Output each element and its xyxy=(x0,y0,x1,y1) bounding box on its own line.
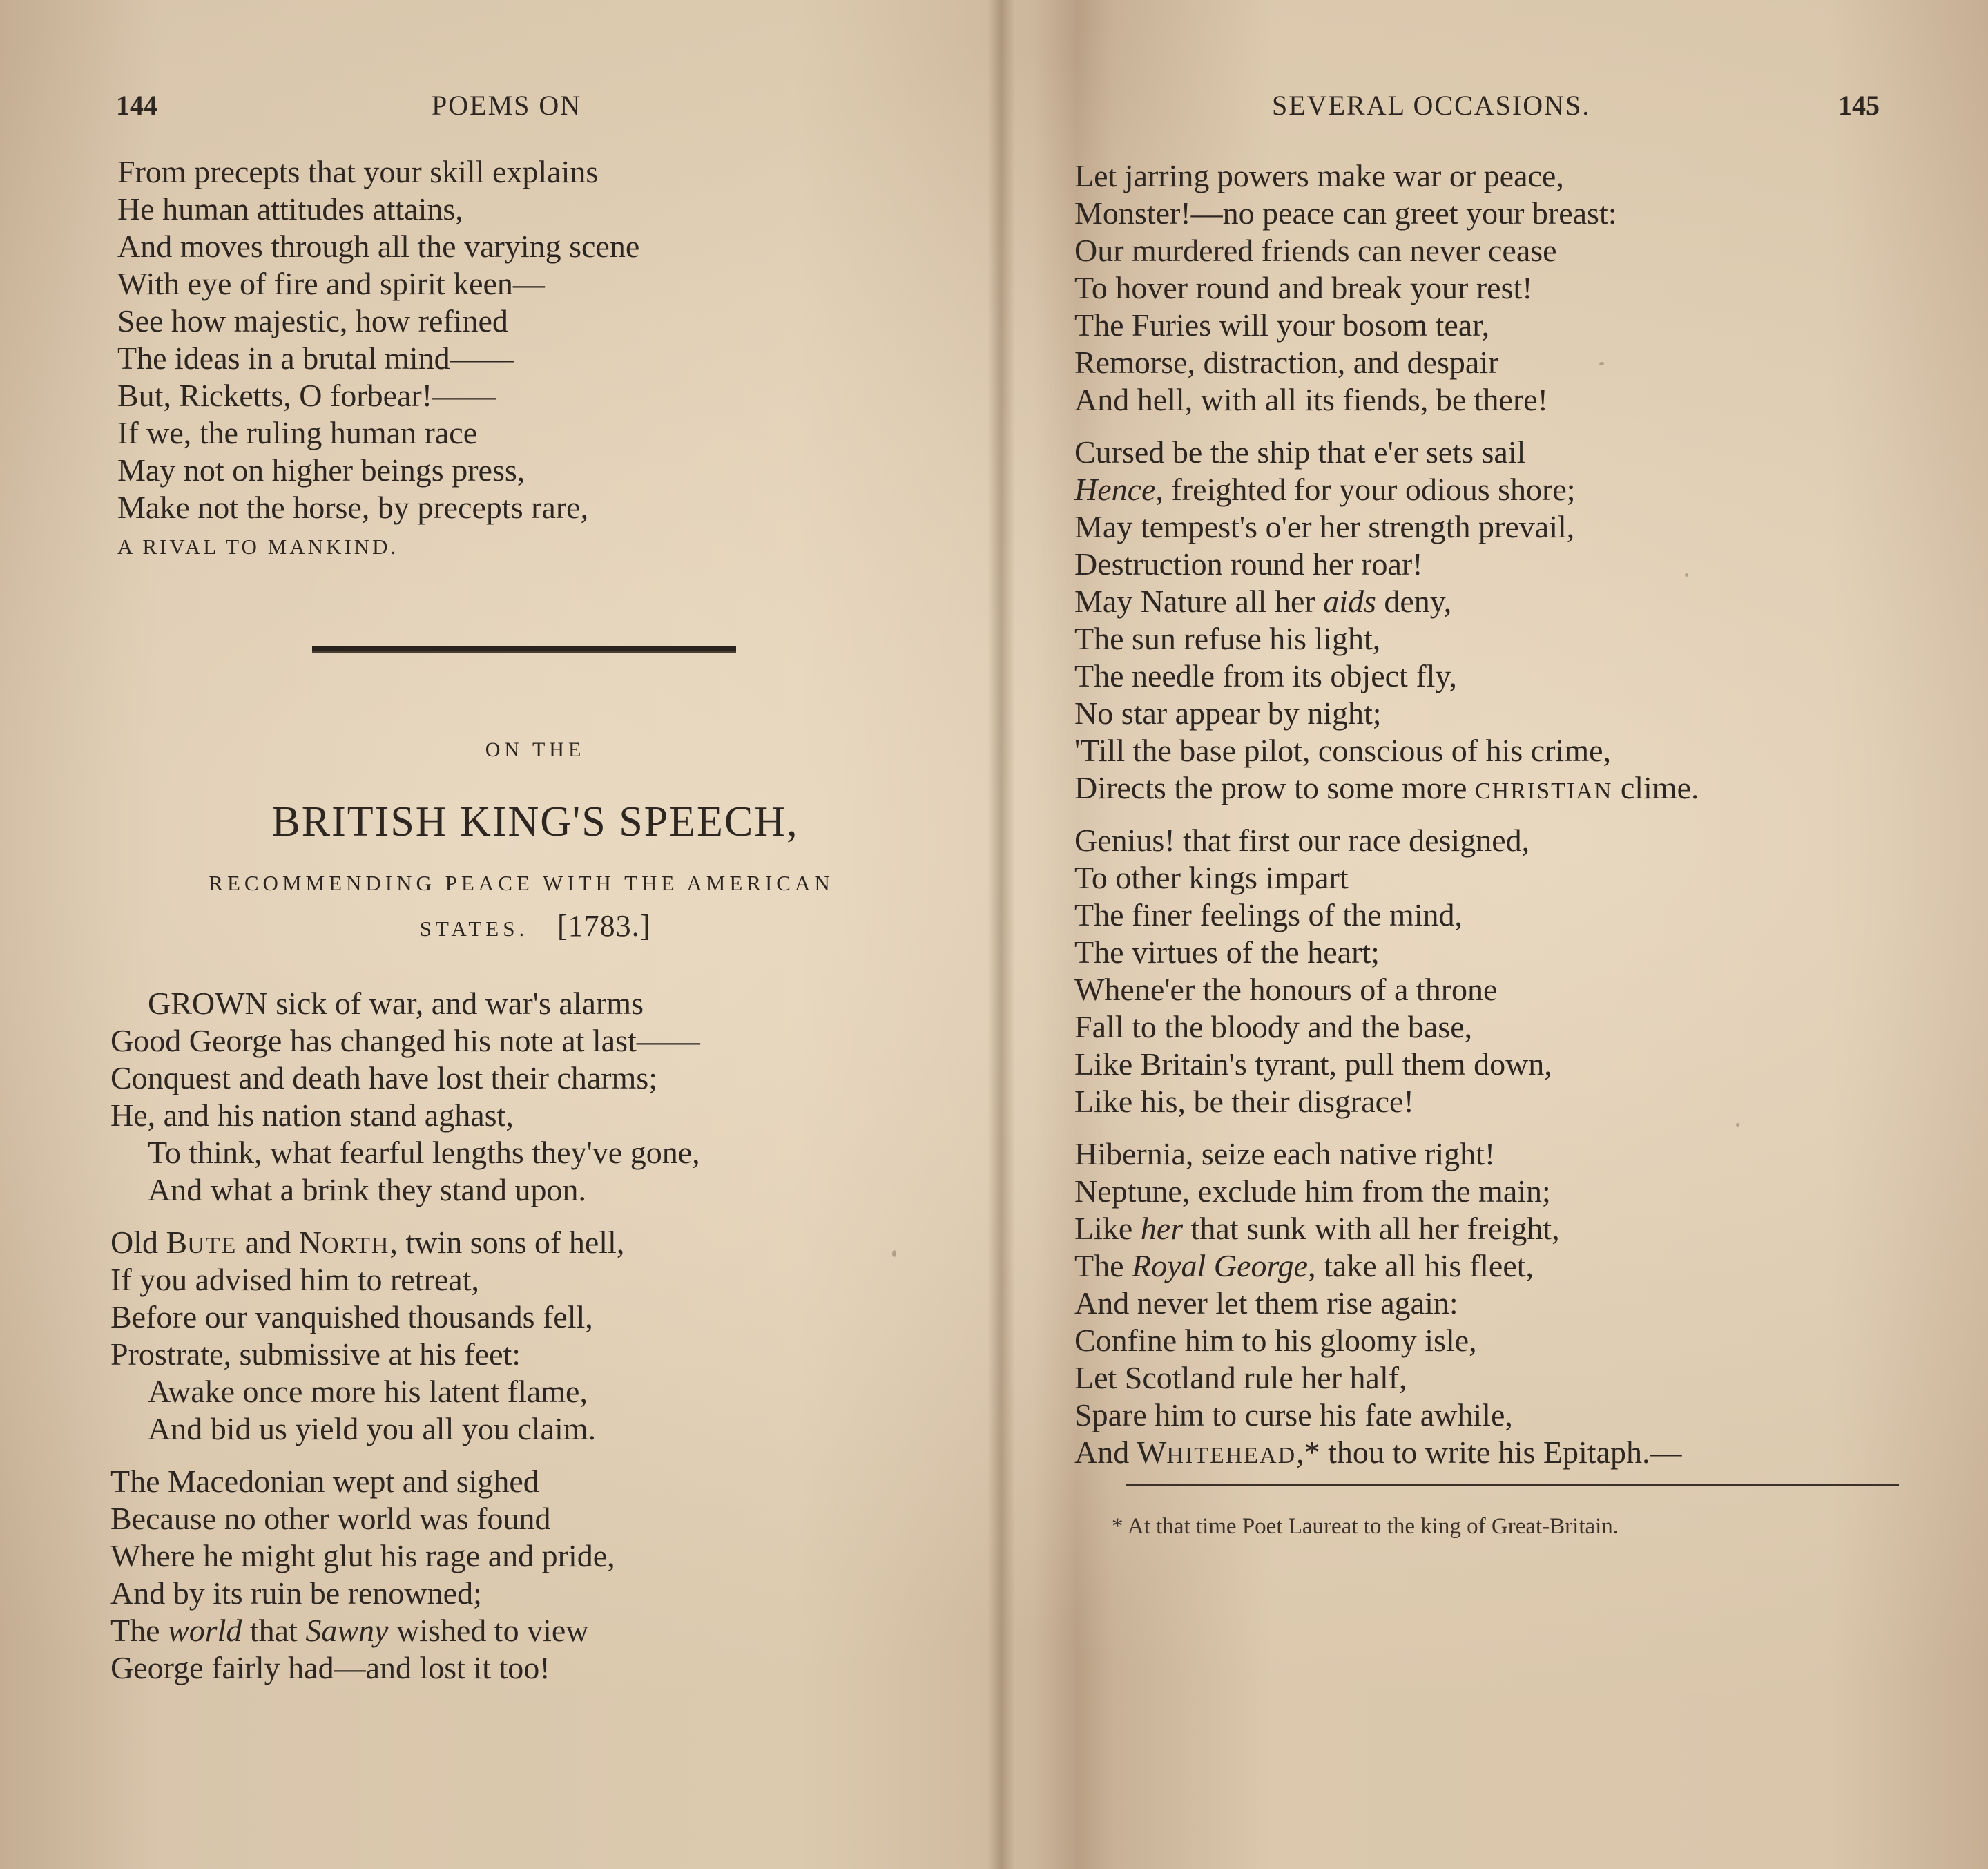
paper-speck xyxy=(1736,1123,1739,1127)
verse-line: With eye of fire and spirit keen— xyxy=(117,266,545,301)
verse-line: Fall to the bloody and the base, xyxy=(1074,1009,1473,1044)
text-run: And xyxy=(1074,1435,1137,1470)
name-whitehead-smallcaps: HITEHEAD xyxy=(1166,1443,1297,1468)
poem-subtitle-states: STATES. xyxy=(419,917,529,941)
paper-speck xyxy=(1599,362,1604,365)
page-number-right: 145 xyxy=(1838,90,1880,121)
verse-line: And never let them rise again: xyxy=(1074,1285,1458,1321)
verse-line: Monster!—no peace can greet your breast: xyxy=(1074,195,1617,231)
text-run: wished to view xyxy=(388,1613,589,1648)
text-run: Old xyxy=(110,1225,166,1260)
verse-line: Awake once more his latent flame, xyxy=(148,1374,588,1409)
text-run: ,* thou to write his Epitaph.— xyxy=(1296,1435,1682,1470)
poem-subtitle-line2 xyxy=(148,905,894,950)
text-run: Directs the prow to some more xyxy=(1074,770,1475,805)
verse-line: He, and his nation stand aghast, xyxy=(110,1098,514,1133)
name-north-smallcaps: ORTH xyxy=(321,1233,390,1258)
verse-line: Because no other world was found xyxy=(110,1501,551,1536)
verse-line: He human attitudes attains, xyxy=(117,191,463,227)
verse-line: The sun refuse his light, xyxy=(1074,621,1381,656)
text-run: Like xyxy=(1074,1211,1141,1246)
text-run: clime. xyxy=(1612,770,1699,805)
text-run: , twin sons of hell, xyxy=(389,1225,625,1260)
verse-line: Hibernia, seize each native right! xyxy=(1074,1136,1496,1171)
verse-line xyxy=(1074,471,1699,508)
verse-line: Like Britain's tyrant, pull them down, xyxy=(1074,1046,1552,1082)
verse-line: But, Ricketts, O forbear!—— xyxy=(117,378,496,413)
italic-word: Royal George xyxy=(1132,1248,1309,1283)
verse-line: The ideas in a brutal mind—— xyxy=(117,341,514,376)
text-run: that sunk with all her freight, xyxy=(1183,1211,1560,1246)
verse-line: George fairly had—and lost it too! xyxy=(110,1650,550,1685)
poem-heading-prefix: ON THE xyxy=(485,738,586,761)
verse-line xyxy=(1074,769,1699,807)
poem-subtitle xyxy=(148,862,894,950)
verse-line xyxy=(110,1612,700,1649)
italic-word: her xyxy=(1140,1211,1184,1246)
name-bute-smallcaps: UTE xyxy=(187,1233,238,1258)
verse-line: May not on higher beings press, xyxy=(117,452,525,488)
verse-line: See how majestic, how refined xyxy=(117,303,508,338)
verse-line: And by its ruin be renowned; xyxy=(110,1575,482,1611)
verse-line: And moves through all the varying scene xyxy=(117,229,640,264)
verse-line: Whene'er the honours of a throne xyxy=(1074,972,1498,1007)
verse-line: May tempest's o'er her strength prevail, xyxy=(1074,509,1575,544)
verse-line: The virtues of the heart; xyxy=(1074,934,1380,970)
italic-word: aids xyxy=(1323,584,1376,619)
verse-line xyxy=(1074,1434,1699,1471)
stanza-break xyxy=(1074,1120,1699,1135)
verse-line: Neptune, exclude him from the main; xyxy=(1074,1173,1551,1209)
verse-line: If you advised him to retreat, xyxy=(110,1262,479,1297)
footnote-rule xyxy=(1126,1484,1899,1486)
verse-line: Where he might glut his rage and pride, xyxy=(110,1538,615,1573)
verse-line: Conquest and death have lost their charms; xyxy=(110,1060,658,1095)
stanza-break xyxy=(1074,807,1699,822)
verse-line: And bid us yield you all you claim. xyxy=(148,1411,597,1446)
verse-line: Spare him to curse his fate awhile, xyxy=(1074,1397,1513,1432)
verse-line: To hover round and break your rest! xyxy=(1074,270,1533,305)
verse-line: Make not the horse, by precepts rare, xyxy=(117,490,589,525)
smallcaps-word: CHRISTIAN xyxy=(1474,778,1613,804)
poem-body-right xyxy=(1074,157,1699,1471)
verse-line: Let jarring powers make war or peace, xyxy=(1074,158,1564,193)
poem-subtitle-line1: RECOMMENDING PEACE WITH THE AMERICAN xyxy=(209,871,834,895)
verse-line: GROWN sick of war, and war's alarms xyxy=(148,986,644,1021)
right-page xyxy=(1015,0,1988,1869)
text-run: May Nature all her xyxy=(1074,584,1324,619)
verse-line xyxy=(1074,583,1699,620)
verse-line: The finer feelings of the mind, xyxy=(1074,897,1463,932)
italic-word: Sawny xyxy=(305,1613,389,1648)
left-page xyxy=(0,0,987,1869)
verse-line: Genius! that first our race designed, xyxy=(1074,823,1530,858)
verse-line: The Furies will your bosom tear, xyxy=(1074,307,1490,343)
verse-line: 'Till the base pilot, conscious of his crime, xyxy=(1074,733,1612,768)
text-run: that xyxy=(242,1613,306,1648)
book-gutter xyxy=(987,0,1015,1869)
verse-line: Let Scotland rule her half, xyxy=(1074,1360,1407,1395)
paper-speck xyxy=(1685,573,1688,577)
verse-line: The needle from its object fly, xyxy=(1074,658,1457,693)
verse-line: From precepts that your skill explains xyxy=(117,154,599,189)
poem-body-left xyxy=(110,985,700,1687)
italic-word: Hence xyxy=(1074,472,1156,507)
paper-speck xyxy=(892,1250,896,1257)
page-number-left: 144 xyxy=(116,90,157,121)
verse-line: No star appear by night; xyxy=(1074,696,1382,731)
verse-line: Cursed be the ship that e'er sets sail xyxy=(1074,434,1526,470)
verse-line: Our murdered friends can never cease xyxy=(1074,233,1557,268)
verse-line xyxy=(1074,1247,1699,1285)
verse-line: Remorse, distraction, and despair xyxy=(1074,345,1499,380)
stanza-break xyxy=(1074,419,1699,434)
text-run: , freighted for your odious shore; xyxy=(1155,472,1576,507)
verse-line: The Macedonian wept and sighed xyxy=(110,1464,539,1499)
verse-line-smallcaps: A RIVAL TO MANKIND. xyxy=(117,535,399,559)
name-bute-initial: B xyxy=(166,1225,188,1260)
name-north-initial: N xyxy=(298,1225,322,1260)
verse-line: Destruction round her roar! xyxy=(1074,546,1423,582)
text-run: The xyxy=(110,1613,168,1648)
running-head-right: SEVERAL OCCASIONS. xyxy=(1272,90,1591,121)
stanza-break xyxy=(110,1209,700,1224)
stanza-break xyxy=(110,1448,700,1463)
verse-line: Like his, be their disgrace! xyxy=(1074,1084,1414,1119)
verse-line: To think, what fearful lengths they've gone, xyxy=(148,1135,700,1170)
footnote: * At that time Poet Laureat to the king of Great-Britain. xyxy=(1112,1514,1619,1539)
section-divider xyxy=(312,646,736,653)
verse-line: Prostrate, submissive at his feet: xyxy=(110,1336,521,1372)
verse-line: Confine him to his gloomy isle, xyxy=(1074,1323,1477,1358)
continued-poem xyxy=(117,153,639,564)
text-run: deny, xyxy=(1376,584,1452,619)
verse-line xyxy=(1074,1210,1699,1247)
verse-line: And hell, with all its fiends, be there! xyxy=(1074,382,1549,417)
text-run: , take all his fleet, xyxy=(1308,1248,1534,1283)
verse-line: To other kings impart xyxy=(1074,860,1349,895)
name-whitehead-initial: W xyxy=(1136,1435,1167,1470)
poem-year: [1783.] xyxy=(557,909,651,943)
verse-line: If we, the ruling human race xyxy=(117,415,478,450)
poem-title: BRITISH KING'S SPEECH, xyxy=(271,798,799,845)
verse-line: Before our vanquished thousands fell, xyxy=(110,1299,593,1334)
running-head-left: POEMS ON xyxy=(432,90,582,121)
verse-line xyxy=(110,1224,700,1261)
verse-line: And what a brink they stand upon. xyxy=(148,1172,586,1207)
text-run: The xyxy=(1074,1248,1132,1283)
italic-word: world xyxy=(168,1613,242,1648)
verse-line: Good George has changed his note at last—— xyxy=(110,1023,700,1058)
text-run: and xyxy=(237,1225,299,1260)
